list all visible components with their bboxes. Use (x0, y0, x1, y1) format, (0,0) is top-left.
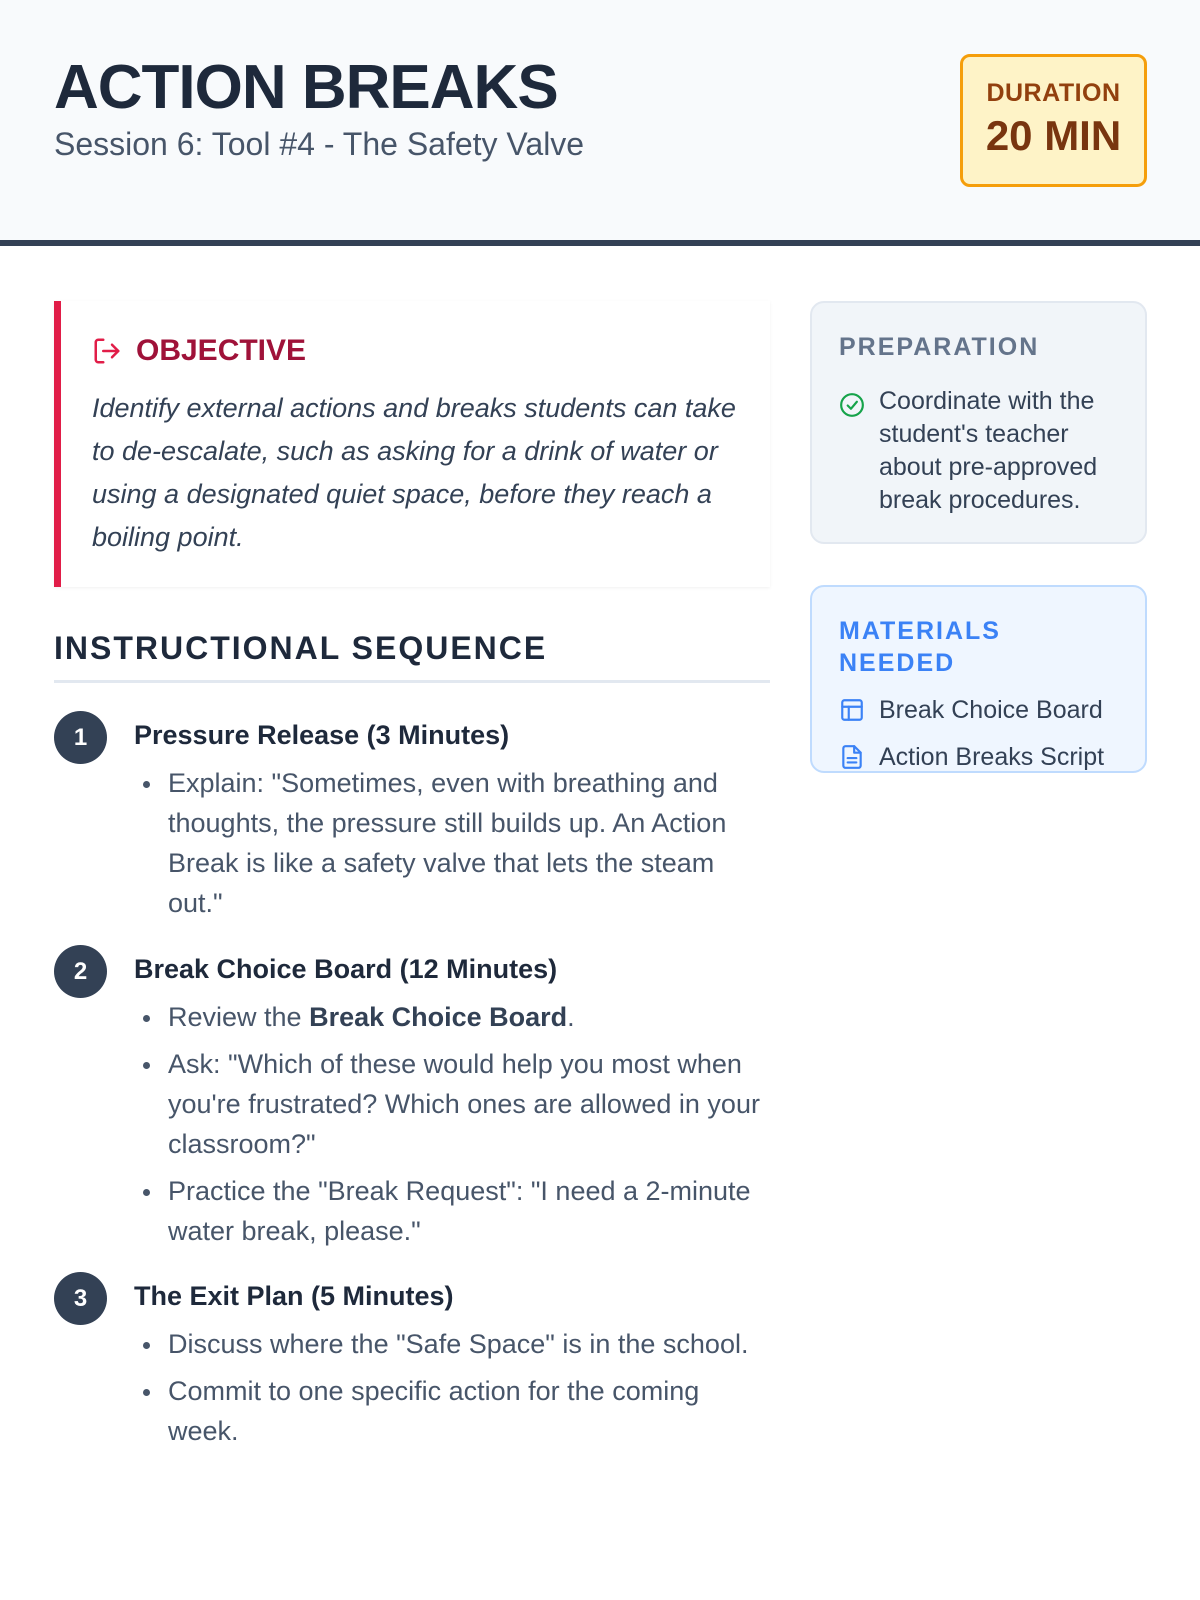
materials-title: MATERIALS NEEDED (839, 617, 1001, 677)
page-subtitle: Session 6: Tool #4 - The Safety Valve (54, 126, 585, 162)
step-title: Pressure Release (3 Minutes) (134, 720, 510, 750)
preparation-title: PREPARATION (839, 333, 1040, 361)
step-title: Break Choice Board (12 Minutes) (134, 954, 558, 984)
preparation-item (839, 385, 1118, 517)
sequence-title: INSTRUCTIONAL SEQUENCE (54, 630, 770, 683)
material-label: Break Choice Board (879, 695, 1103, 724)
step-bullet-list (134, 997, 774, 1258)
document-icon (839, 744, 865, 770)
step-number-badge: 3 (54, 1272, 107, 1325)
page-title: ACTION BREAKS (54, 53, 558, 122)
step-bullet: Practice the "Break Request": "I need a 2-minute water break, please." (134, 1171, 774, 1251)
duration-badge (960, 54, 1147, 187)
step-bullet (134, 997, 774, 1037)
objective-text: Identify external actions and breaks students can take to de-escalate, such as asking for a drink of water or using a designated quiet space, before they reach a boiling point. (92, 393, 736, 552)
objective-title: OBJECTIVE (136, 334, 307, 367)
objective-card (54, 301, 770, 587)
preparation-card (810, 301, 1147, 544)
preparation-text: Coordinate with the student's teacher about pre-approved break procedures. (879, 387, 1098, 514)
step-bullet-list (134, 763, 774, 930)
step-title: The Exit Plan (5 Minutes) (134, 1281, 454, 1311)
bullet-text: . (567, 1002, 575, 1032)
material-item (839, 694, 1118, 726)
board-icon (839, 697, 865, 723)
header (0, 0, 1200, 246)
sign-out-icon (92, 336, 122, 366)
duration-label: DURATION (986, 79, 1121, 107)
duration-value: 20 MIN (985, 112, 1122, 159)
step-bullet: Ask: "Which of these would help you most when you're frustrated? Which ones are allowed in your classroom?" (134, 1044, 774, 1164)
materials-card (810, 585, 1147, 773)
check-circle-icon (839, 392, 865, 418)
objective-header (92, 331, 740, 371)
step-bullet: Discuss where the "Safe Space" is in the school. (134, 1324, 774, 1364)
step-number-badge: 2 (54, 945, 107, 998)
step-bullet: Explain: "Sometimes, even with breathing and thoughts, the pressure still builds up. An Action Break is like a safety valve that lets the steam out." (134, 763, 774, 923)
step-number-badge: 1 (54, 711, 107, 764)
material-item (839, 741, 1118, 773)
step-bullet-list (134, 1324, 774, 1458)
material-label: Action Breaks Script (879, 742, 1105, 771)
step-bullet: Commit to one specific action for the coming week. (134, 1371, 774, 1451)
bullet-bold-text: Break Choice Board (309, 1002, 568, 1032)
bullet-text: Review the (168, 1002, 310, 1032)
